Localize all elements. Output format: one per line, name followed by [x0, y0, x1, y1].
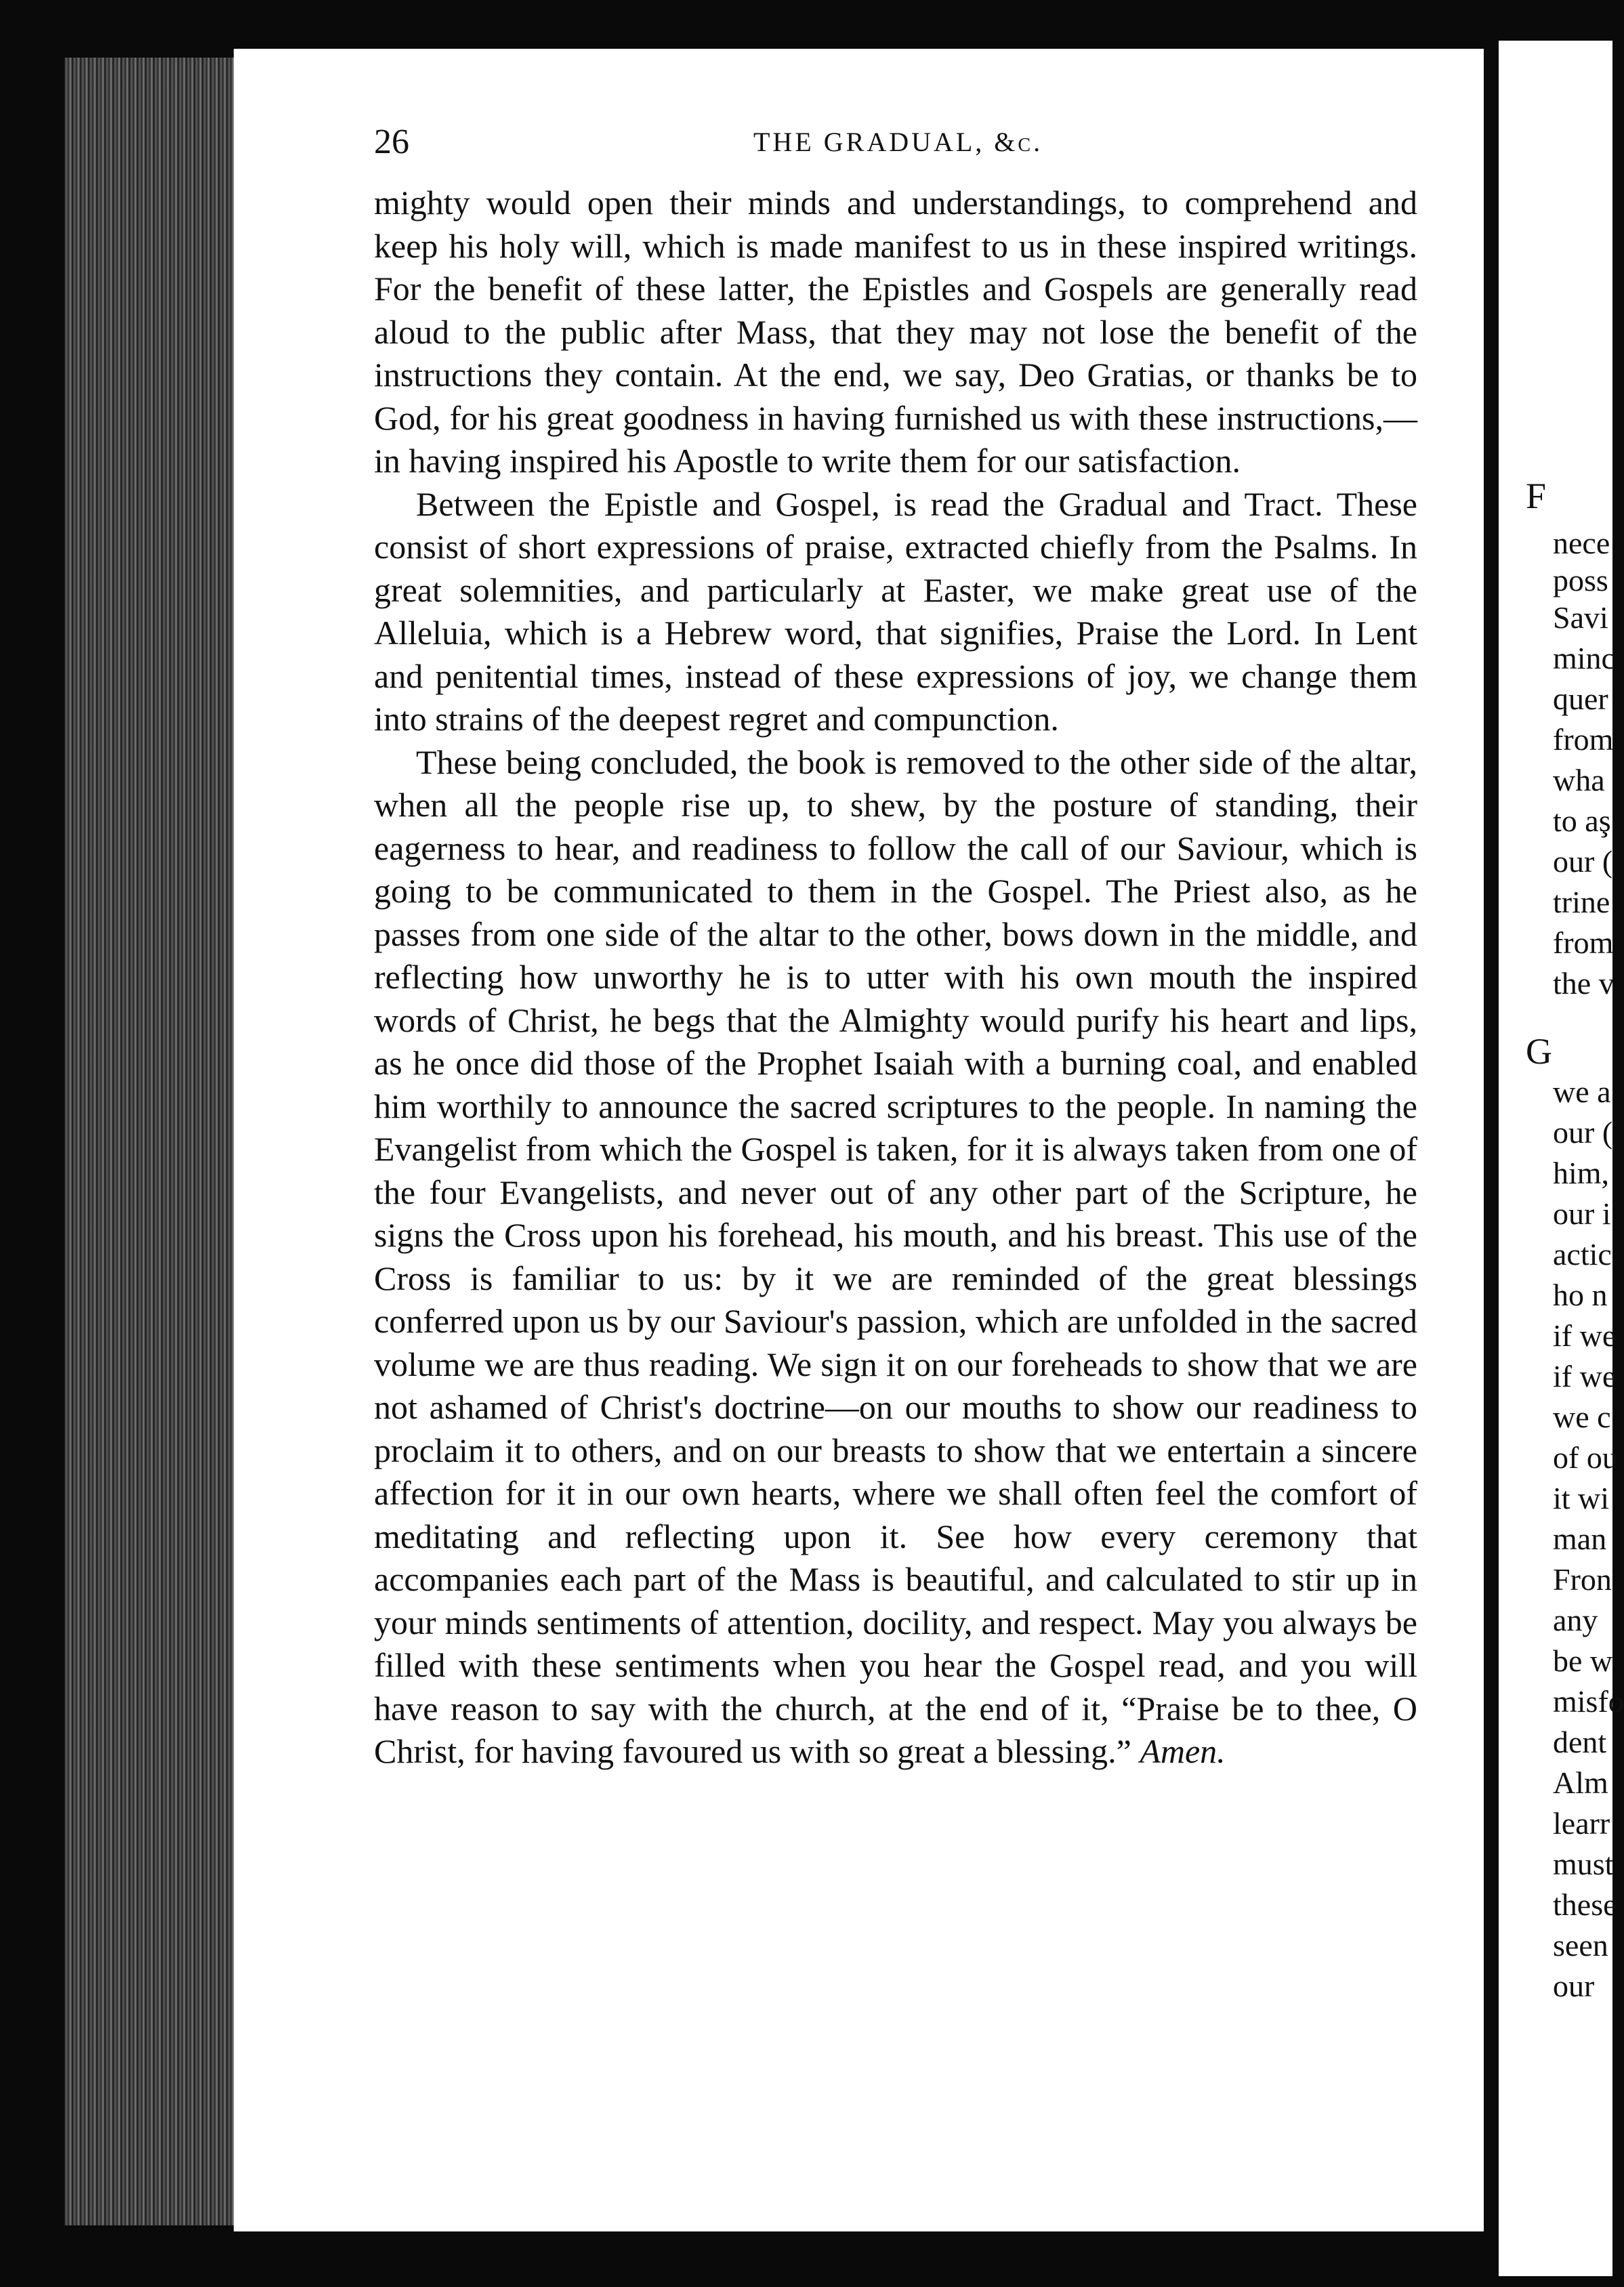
facing-page-fragment: we c	[1553, 1400, 1611, 1434]
facing-page-fragment: if we	[1553, 1359, 1617, 1393]
paragraph: mighty would open their minds and understandings, to comprehend and keep his holy will, which is made manifest to us in these inspired writings. For the benefit of these latter, the Epistles and Gospels are generally read aloud to the public after Mass, that they may not lose the benefit of the instructions they contain. At the end, we say, Deo Gratias, or thanks be to God, for his great goodness in having furnished us with these instructions,—in having inspired his Apostle to write them for our satisfaction.	[374, 184, 1417, 480]
page-header	[374, 119, 1417, 166]
facing-page-fragment: our i	[1553, 1196, 1611, 1231]
facing-page-fragment: poss	[1553, 563, 1608, 597]
running-title: THE GRADUAL, &c.	[753, 127, 1043, 157]
facing-page-fragment: from	[1553, 925, 1614, 960]
facing-page-fragment: dent	[1553, 1725, 1607, 1759]
facing-page-fragment: Fron	[1553, 1562, 1612, 1597]
facing-page-fragment: our (	[1553, 844, 1613, 879]
facing-page-fragment: these	[1553, 1887, 1617, 1922]
book-edge	[64, 58, 241, 2225]
paragraph: Between the Epistle and Gospel, is read the Gradual and Tract. These consist of short expressions of praise, extracted chiefly from the Psalms. In great solemnities, and particularly at Easter, we make great use of the Alleluia, which is a Hebrew word, that signifies, Praise the Lord. In Lent and penitential times, instead of these expressions of joy, we change them into strains of the deepest regret and compunction.	[374, 484, 1417, 738]
paragraph-text: These being concluded, the book is removed to the other side of the altar, when all the people rise up, to shew, by the posture of standing, their eagerness to hear, and readiness to follow the call of our Saviour, which is going to be communicated to them in the Gospel. The Priest also, as he passes from one side of the altar to the other, bows down in the middle, and reflecting how unworthy he is to utter with his own mouth the inspired words of Christ, he begs that the Almighty would purify his heart and lips, as he once did those of the Prophet Isaiah with a burning coal, and enabled him worthily to announce the sacred scriptures to the people. In naming the Evangelist from which the Gospel is taken, for it is always taken from one of the four Evangelists, and never out of any other part of the Scripture, he signs the Cross upon his forehead, his mouth, and his breast. This use of the Cross is familiar to us: by it we are reminded of the great blessings conferred upon us by our Saviour's passion, which are unfolded in the sacred volume we are thus reading. We sign it on our foreheads to show that we are not ashamed of Christ's doctrine—on our mouths to show our readiness to proclaim it to others, and on our breasts to show that we entertain a sincere affection for it in our own hearts, where we shall often feel the comfort of meditating and reflecting upon it. See how every ceremony that accompanies each part of the Mass is beautiful, and calculated to stir up in your minds sentiments of attention, docility, and respect. May you always be filled with these sentiments when you hear the Gospel read, and you will have reason to say with the church, at the end of it, “Praise be to thee, O Christ, for having favoured us with so great a blessing.”	[374, 742, 1417, 1770]
facing-page-fragment: ho n	[1553, 1278, 1608, 1312]
facing-page-fragment: F	[1526, 476, 1547, 516]
facing-page-fragment: trine	[1553, 885, 1610, 919]
facing-page-fragment: quer	[1553, 681, 1608, 716]
facing-page	[1499, 41, 1624, 2276]
facing-page-fragment: if we	[1553, 1318, 1617, 1353]
facing-page-fragment: to aş	[1553, 803, 1611, 838]
facing-page-fragment: it wi	[1553, 1481, 1610, 1515]
paragraph	[374, 741, 1417, 1774]
facing-page-fragment: any	[1553, 1603, 1598, 1637]
page-number: 26	[374, 123, 409, 161]
facing-page-fragment: be w	[1553, 1643, 1613, 1678]
facing-page-fragment: nece	[1553, 526, 1610, 560]
facing-page-fragment: the v	[1553, 966, 1615, 1001]
facing-page-fragment: minc	[1553, 641, 1615, 675]
facing-page-fragment: misfo	[1553, 1684, 1624, 1719]
facing-page-fragment: our	[1553, 1969, 1595, 2003]
facing-page-fragment: him,	[1553, 1156, 1610, 1190]
facing-page-fragment: G	[1526, 1031, 1552, 1072]
body-text	[374, 182, 1417, 1774]
facing-page-fragment: man	[1553, 1522, 1607, 1556]
facing-page-fragment: we a	[1553, 1074, 1611, 1109]
facing-page-fragment: actic	[1553, 1237, 1612, 1272]
facing-page-fragment: wha	[1553, 763, 1605, 797]
facing-page-fragment: learr	[1553, 1806, 1610, 1841]
facing-page-fragment: must	[1553, 1847, 1614, 1881]
facing-page-fragment: Alm	[1553, 1765, 1608, 1800]
facing-page-fragment: from	[1553, 722, 1614, 757]
closing-amen: Amen.	[1140, 1732, 1226, 1770]
facing-page-fragment: of ou	[1553, 1440, 1618, 1475]
facing-page-fragment: our (	[1553, 1115, 1613, 1150]
facing-page-fragment: seen	[1553, 1928, 1608, 1963]
facing-page-fragment: Savi	[1553, 600, 1608, 635]
